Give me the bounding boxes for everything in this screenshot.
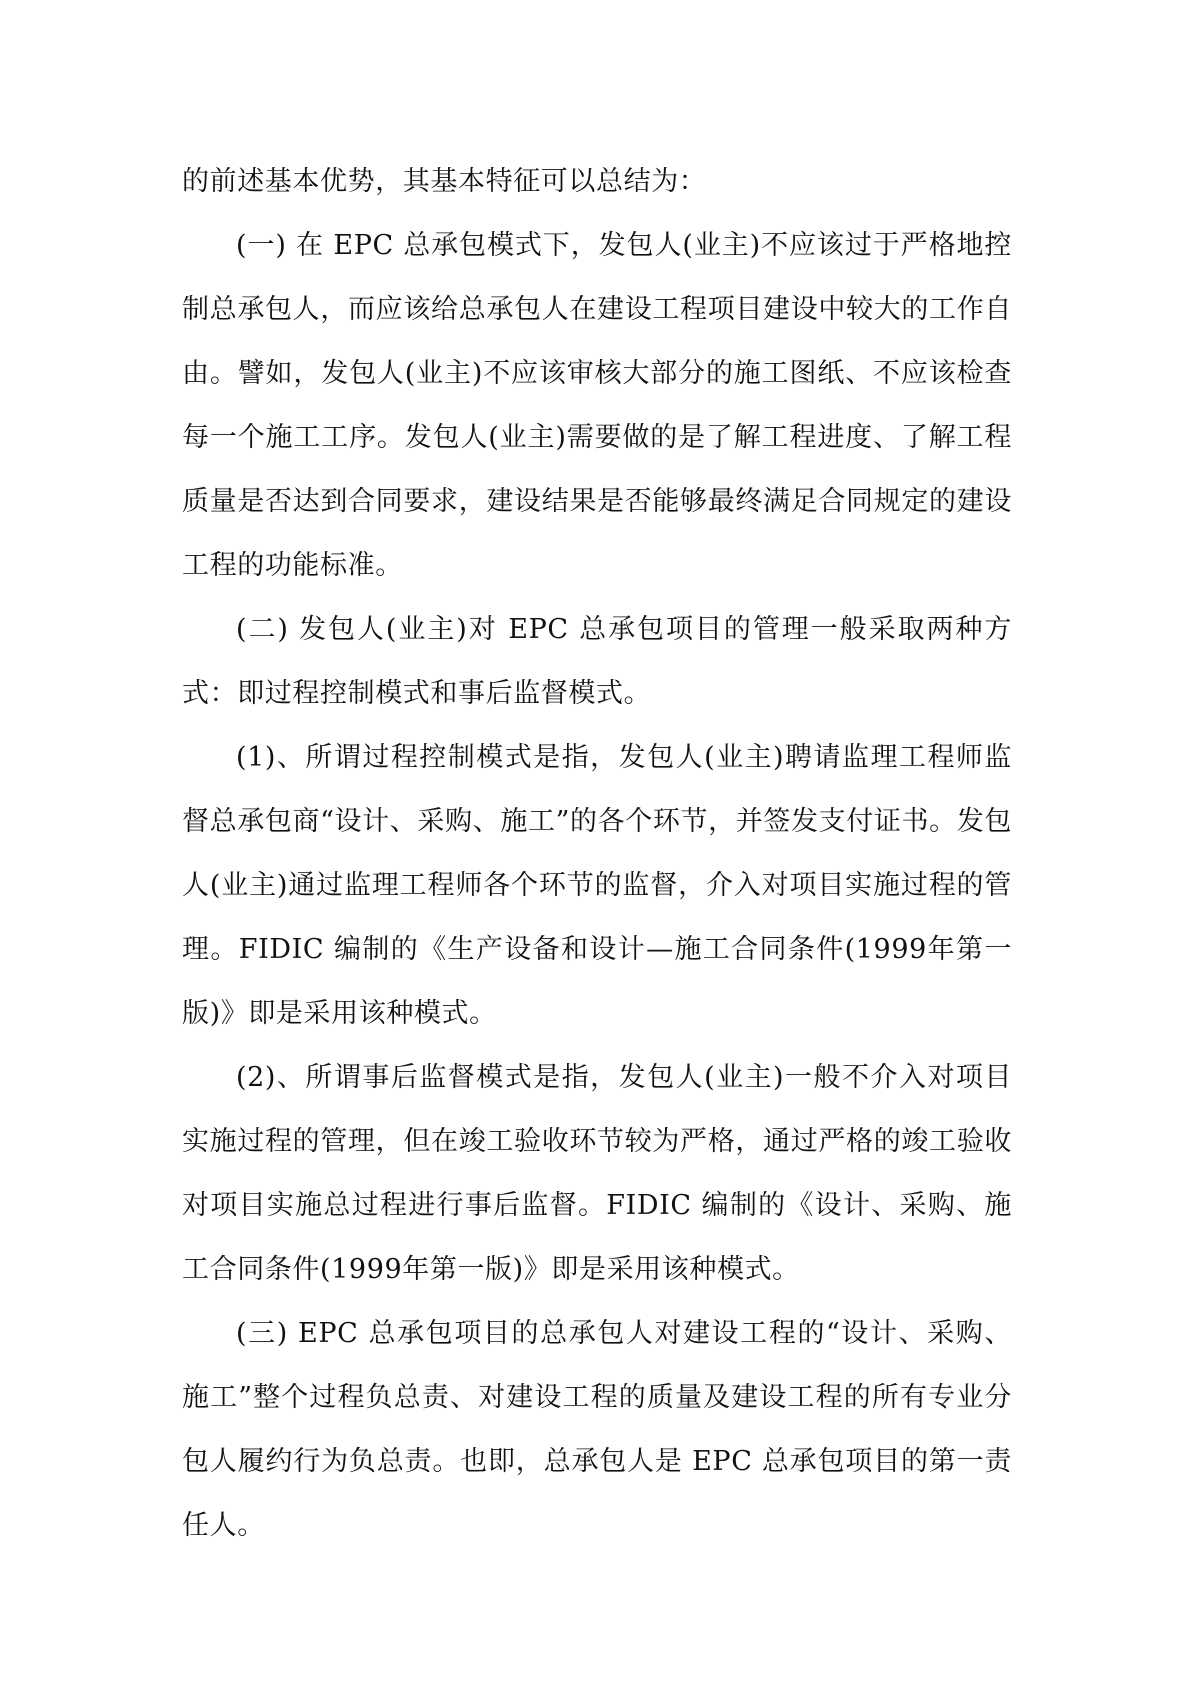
paragraph-point-one: (一) 在 EPC 总承包模式下，发包人(业主)不应该过于严格地控制总承包人，而应该给总承包人在建设工程项目建设中较大的工作自由。譬如，发包人(业主)不应该审核大部分的施工图纸、不应该检查每一个施工工序。发包人(业主)需要做的是了解工程进度、了解工程质量是否达到合同要求，建设结果是否能够最终满足合同规定的建设工程的功能标准。 (182, 230, 1012, 581)
paragraph-point-two: (二) 发包人(业主)对 EPC 总承包项目的管理一般采取两种方式：即过程控制模式和事后监督模式。 (182, 614, 1012, 709)
paragraph-point-three: (三) EPC 总承包项目的总承包人对建设工程的“设计、采购、施工”整个过程负总责、对建设工程的质量及建设工程的所有专业分包人履约行为负总责。也即，总承包人是 EPC 总承包项目的第一责任人。 (182, 1318, 1012, 1541)
paragraph-post-supervision: (2)、所谓事后监督模式是指，发包人(业主)一般不介入对项目实施过程的管理，但在竣工验收环节较为严格，通过严格的竣工验收对项目实施总过程进行事后监督。FIDIC 编制的《设计、采购、施工合同条件(1999年第一版)》即是采用该种模式。 (182, 1062, 1012, 1285)
paragraph-continuation: 的前述基本优势，其基本特征可以总结为： (182, 166, 707, 197)
document-page (182, 150, 1012, 1558)
paragraph-process-control: (1)、所谓过程控制模式是指，发包人(业主)聘请监理工程师监督总承包商“设计、采购、施工”的各个环节，并签发支付证书。发包人(业主)通过监理工程师各个环节的监督，介入对项目实施过程的管理。FIDIC 编制的《生产设备和设计—施工合同条件(1999年第一版)》即是采用该种模式。 (182, 742, 1012, 1029)
